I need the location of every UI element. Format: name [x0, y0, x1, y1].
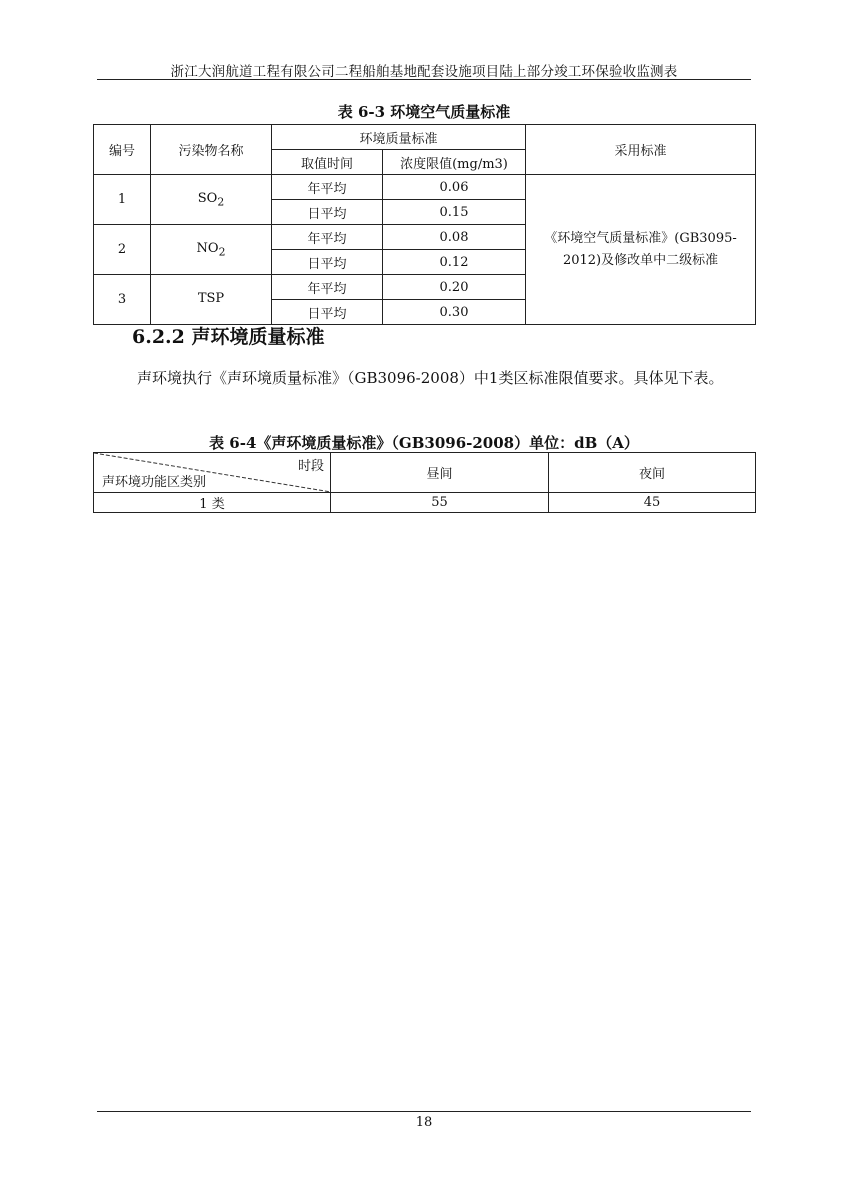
header-cell-pollutant: 污染物名称: [151, 125, 272, 175]
cell-limit: 0.06: [383, 175, 526, 200]
page-header-title: 浙江大润航道工程有限公司二程船舶基地配套设施项目陆上部分竣工环保验收监测表: [170, 64, 678, 80]
cell-no: 2: [94, 225, 151, 275]
section-heading: 6.2.2 声环境质量标准: [132, 326, 325, 348]
cell-category: 1 类: [94, 493, 331, 513]
header-cell-time: 取值时间: [272, 150, 383, 175]
cell-pollutant: TSP: [151, 275, 272, 325]
header-cell-limit: 浓度限值(mg/m3): [383, 150, 526, 175]
cell-no: 3: [94, 275, 151, 325]
noise-standard-table: [93, 452, 756, 513]
cell-day-value: 55: [331, 493, 549, 513]
cell-pollutant: $SO_2$: [151, 175, 272, 225]
table2-caption: 表 6-4《声环境质量标准》（GB3096-2008）单位：dB（A）: [209, 434, 639, 452]
page-number: 18: [415, 1115, 433, 1130]
cell-limit: 0.30: [383, 300, 526, 325]
cell-time: 年平均: [272, 275, 383, 300]
header-divider: [97, 79, 751, 80]
header-cell-night: 夜间: [549, 453, 756, 493]
cell-time: 年平均: [272, 225, 383, 250]
cell-limit: 0.12: [383, 250, 526, 275]
cell-limit: 0.20: [383, 275, 526, 300]
air-quality-standard-table: [93, 124, 756, 325]
cell-time: 日平均: [272, 250, 383, 275]
cell-limit: 0.15: [383, 200, 526, 225]
header-cell-env-quality: 环境质量标准: [272, 125, 526, 150]
cell-time: 日平均: [272, 300, 383, 325]
cell-time: 年平均: [272, 175, 383, 200]
cell-standard: 《环境空气质量标准》(GB3095-2012)及修改单中二级标准: [526, 175, 756, 325]
table-row: [94, 175, 756, 200]
cell-night-value: 45: [549, 493, 756, 513]
cell-limit: 0.08: [383, 225, 526, 250]
header-category-label: 声环境功能区类别: [102, 475, 207, 490]
header-period-label: 时段: [297, 459, 324, 474]
diagonal-header-cell: [94, 453, 331, 493]
cell-pollutant: $NO_2$: [151, 225, 272, 275]
header-cell-day: 昼间: [331, 453, 549, 493]
table1-caption: 表 6-3 环境空气质量标准: [337, 103, 511, 121]
cell-no: 1: [94, 175, 151, 225]
footer-divider: [97, 1111, 751, 1112]
cell-time: 日平均: [272, 200, 383, 225]
table-row: [94, 493, 756, 513]
header-cell-no: 编号: [94, 125, 151, 175]
header-cell-standard: 采用标准: [526, 125, 756, 175]
body-paragraph: 声环境执行《声环境质量标准》（GB3096-2008）中1类区标准限值要求。具体见下表。: [137, 369, 724, 387]
